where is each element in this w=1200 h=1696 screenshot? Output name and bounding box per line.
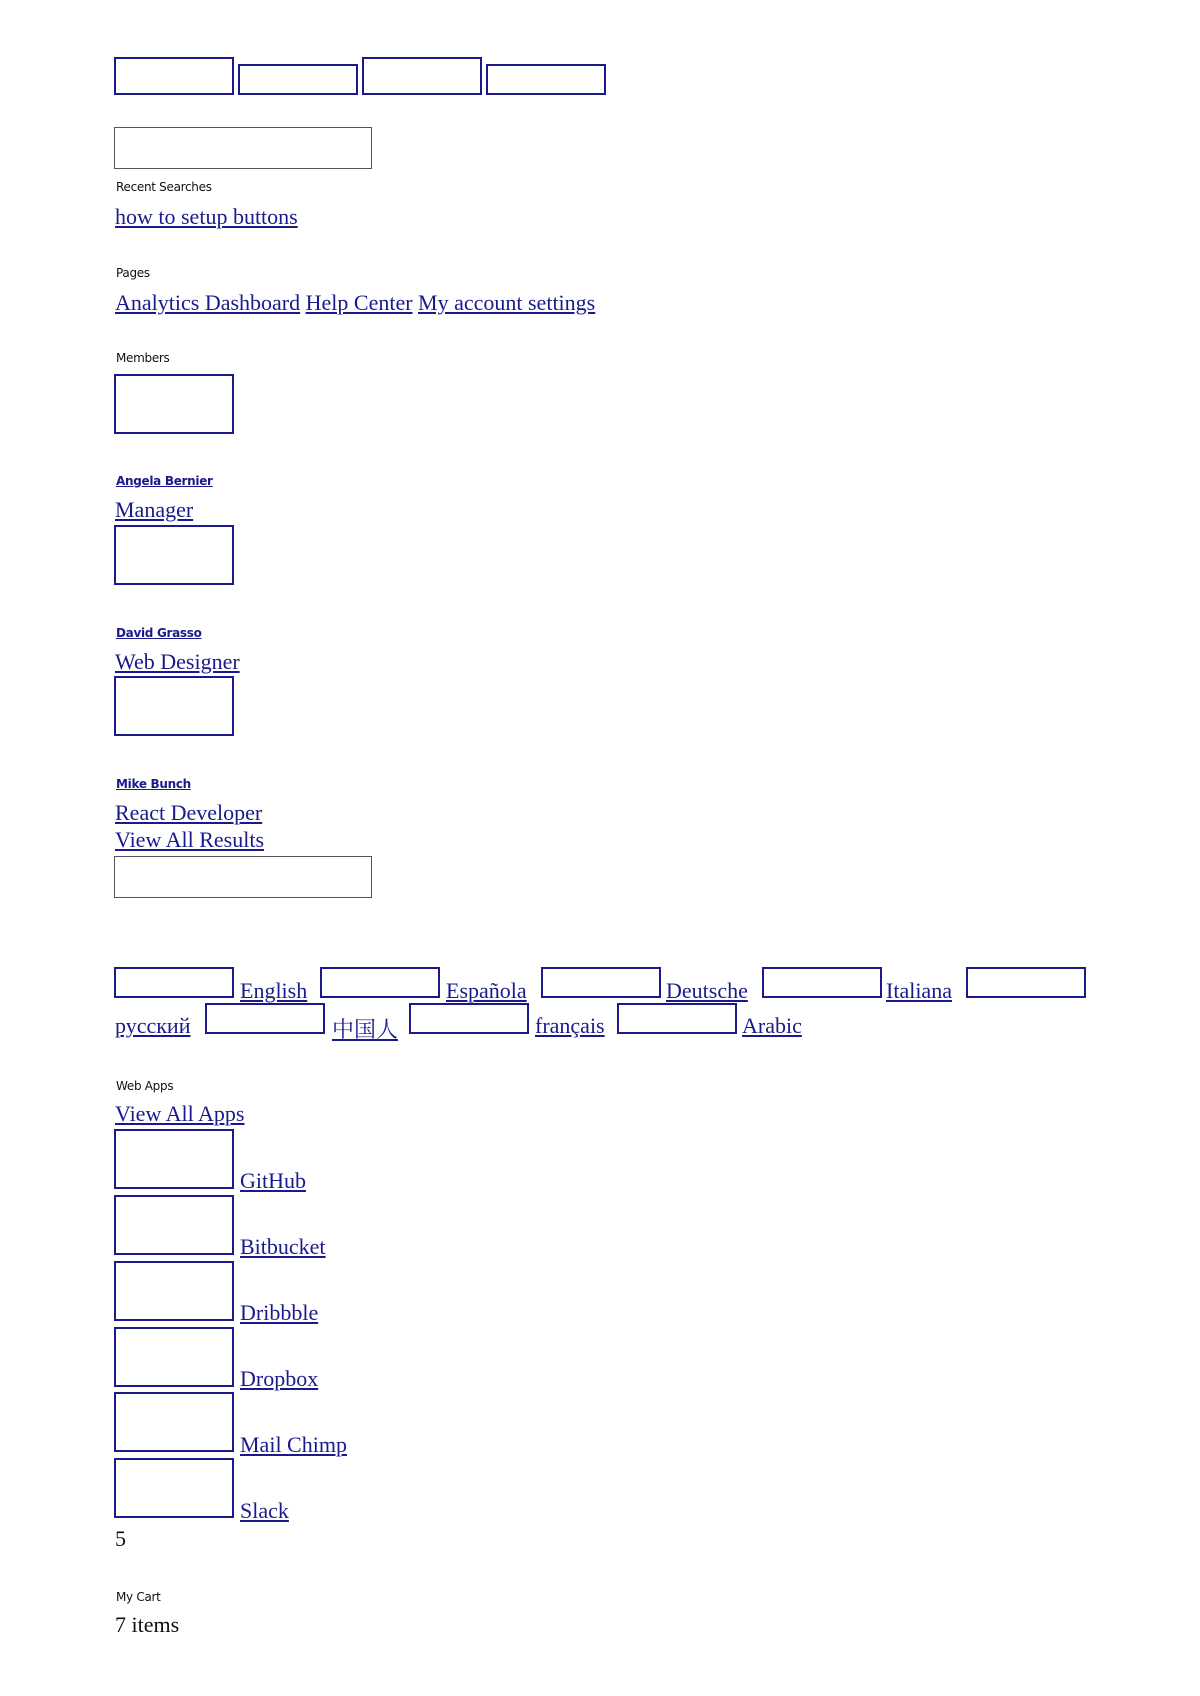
top-image-link-2[interactable] xyxy=(238,64,358,95)
view-all-apps-link[interactable]: View All Apps xyxy=(115,1101,245,1126)
flag-icon[interactable] xyxy=(966,967,1086,998)
cart-badge-count: 5 xyxy=(115,1526,126,1551)
top-image-link-3[interactable] xyxy=(362,57,482,95)
member-name[interactable]: Angela Bernier xyxy=(116,474,213,488)
flag-icon[interactable] xyxy=(409,1003,529,1034)
app-link-dropbox[interactable]: Dropbox xyxy=(240,1366,319,1391)
secondary-input[interactable] xyxy=(114,856,372,898)
avatar[interactable] xyxy=(114,525,234,585)
language-deutsche[interactable]: Deutsche xyxy=(666,978,748,1003)
recent-search-item[interactable]: how to setup buttons xyxy=(115,204,298,229)
avatar[interactable] xyxy=(114,676,234,736)
flag-icon[interactable] xyxy=(762,967,882,998)
top-image-link-1[interactable] xyxy=(114,57,234,95)
member-name[interactable]: Mike Bunch xyxy=(116,777,191,791)
view-all-results-link[interactable]: View All Results xyxy=(115,827,265,852)
language-francais[interactable]: français xyxy=(535,1013,605,1038)
page-link-analytics-dashboard[interactable]: Analytics Dashboard xyxy=(115,290,301,315)
flag-icon[interactable] xyxy=(320,967,440,998)
pages-heading: Pages xyxy=(116,266,150,280)
flag-icon[interactable] xyxy=(114,967,234,998)
bitbucket-icon[interactable] xyxy=(114,1195,234,1255)
language-italiana[interactable]: Italiana xyxy=(886,978,952,1003)
cart-item-count: 7 items xyxy=(115,1612,180,1637)
cart-heading: My Cart xyxy=(116,1590,161,1604)
dropbox-icon[interactable] xyxy=(114,1327,234,1387)
member-role[interactable]: Manager xyxy=(115,497,194,522)
app-link-slack[interactable]: Slack xyxy=(240,1498,289,1523)
app-link-bitbucket[interactable]: Bitbucket xyxy=(240,1234,326,1259)
pages-links xyxy=(115,290,595,316)
flag-icon[interactable] xyxy=(617,1003,737,1034)
top-image-link-4[interactable] xyxy=(486,64,606,95)
members-heading: Members xyxy=(116,351,170,365)
language-russian[interactable]: русский xyxy=(115,1013,191,1038)
mailchimp-icon[interactable] xyxy=(114,1392,234,1452)
app-link-dribbble[interactable]: Dribbble xyxy=(240,1300,319,1325)
flag-icon[interactable] xyxy=(541,967,661,998)
language-english[interactable]: English xyxy=(240,978,308,1003)
page-link-help-center[interactable]: Help Center xyxy=(305,290,413,315)
language-espanola[interactable]: Española xyxy=(446,978,527,1003)
member-name[interactable]: David Grasso xyxy=(116,626,202,640)
avatar[interactable] xyxy=(114,374,234,434)
search-input[interactable] xyxy=(114,127,372,169)
app-link-mail-chimp[interactable]: Mail Chimp xyxy=(240,1432,347,1457)
app-link-github[interactable]: GitHub xyxy=(240,1168,306,1193)
member-role[interactable]: Web Designer xyxy=(115,649,240,674)
github-icon[interactable] xyxy=(114,1129,234,1189)
flag-icon[interactable] xyxy=(205,1003,325,1034)
language-chinese[interactable]: 中国人 xyxy=(332,1017,399,1042)
recent-searches-heading: Recent Searches xyxy=(116,180,212,194)
dribbble-icon[interactable] xyxy=(114,1261,234,1321)
web-apps-heading: Web Apps xyxy=(116,1079,174,1093)
member-role[interactable]: React Developer xyxy=(115,800,263,825)
slack-icon[interactable] xyxy=(114,1458,234,1518)
page-link-account-settings[interactable]: My account settings xyxy=(418,290,596,315)
language-arabic[interactable]: Arabic xyxy=(742,1013,802,1038)
